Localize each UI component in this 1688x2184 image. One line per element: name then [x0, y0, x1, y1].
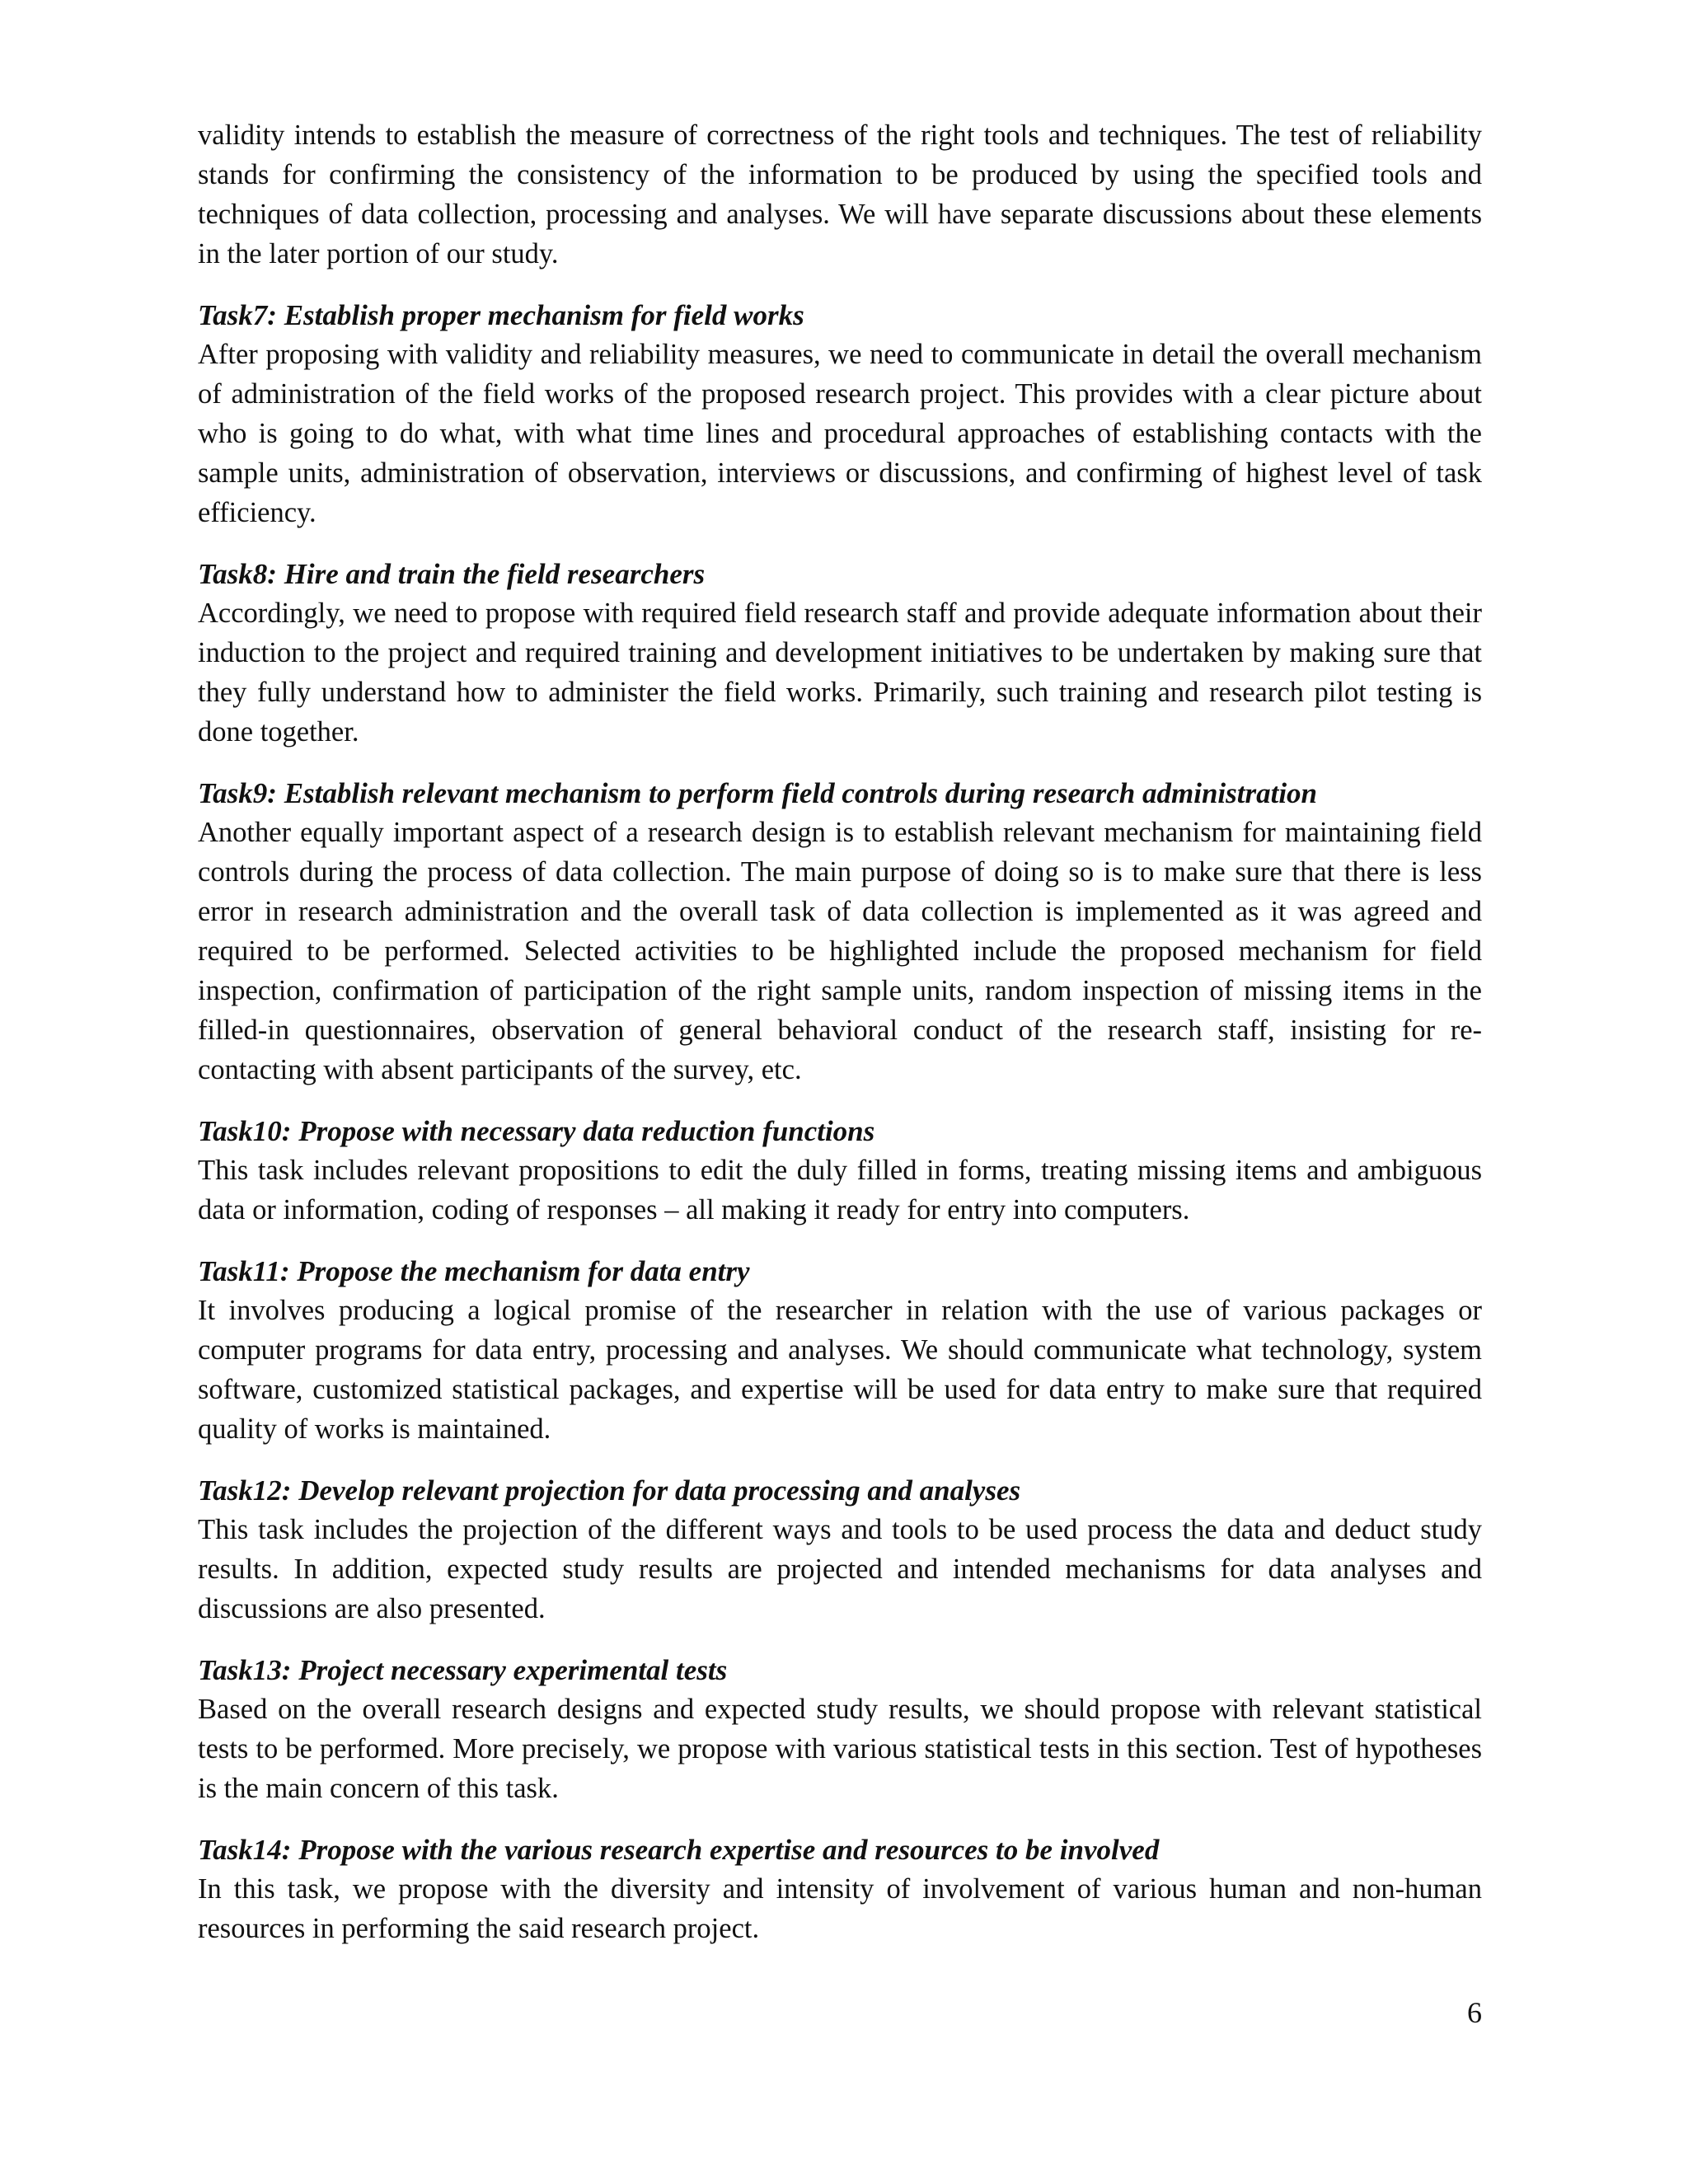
page-number: 6 — [1467, 1996, 1482, 2029]
document-page — [198, 115, 1482, 1948]
section-heading: Task10: Propose with necessary data reduction functions — [198, 1115, 875, 1147]
section-body: It involves producing a logical promise of the researcher in relation with the use of various packages or computer programs for data entry, processing and analyses. We should communicate what technology, system software, customized statistical packages, and expertise will be used for data entry to make sure that required quality of works is maintained. — [198, 1295, 1482, 1445]
section-task8 — [198, 555, 1482, 752]
section-task14 — [198, 1831, 1482, 1948]
section-heading: Task13: Project necessary experimental tests — [198, 1654, 728, 1686]
section-body: In this task, we propose with the diversity and intensity of involvement of various human and non-human resources in performing the said research project. — [198, 1873, 1482, 1944]
section-task9 — [198, 775, 1482, 1090]
section-body: Another equally important aspect of a research design is to establish relevant mechanism for maintaining field controls during the process of data collection. The main purpose of doing so is to make sure that there is less error in research administration and the overall task of data collection is implemented as it was agreed and required to be performed. Selected activities to be highlighted include the proposed mechanism for field inspection, confirmation of participation of the right sample units, random inspection of missing items in the filled-in questionnaires, observation of general behavioral conduct of the research staff, insisting for re-contacting with absent participants of the survey, etc. — [198, 817, 1482, 1085]
section-heading: Task11: Propose the mechanism for data entry — [198, 1255, 750, 1287]
section-heading: Task7: Establish proper mechanism for field works — [198, 299, 804, 331]
section-task10 — [198, 1113, 1482, 1230]
section-task12 — [198, 1472, 1482, 1629]
section-body: Based on the overall research designs and expected study results, we should propose with relevant statistical tests to be performed. More precisely, we propose with various statistical tests in this section. Test of hypotheses is the main concern of this task. — [198, 1694, 1482, 1804]
section-heading: Task9: Establish relevant mechanism to perform field controls during research administration — [198, 777, 1318, 809]
section-task11 — [198, 1253, 1482, 1449]
section-heading: Task12: Develop relevant projection for data processing and analyses — [198, 1474, 1021, 1507]
section-heading: Task14: Propose with the various research expertise and resources to be involved — [198, 1834, 1160, 1866]
section-body: Accordingly, we need to propose with required field research staff and provide adequate information about their induction to the project and required training and development initiatives to be undertaken by making sure that they fully understand how to administer the field works. Primarily, such training and research pilot testing is done together. — [198, 598, 1482, 748]
intro-paragraph: validity intends to establish the measure of correctness of the right tools and techniques. The test of reliability stands for confirming the consistency of the information to be produced by using the specified tools and techniques of data collection, processing and analyses. We will have separate discussions about these elements in the later portion of our study. — [198, 120, 1482, 269]
section-body: This task includes the projection of the different ways and tools to be used process the data and deduct study results. In addition, expected study results are projected and intended mechanisms for data analyses and discussions are also presented. — [198, 1514, 1482, 1624]
section-task13 — [198, 1652, 1482, 1808]
section-body: After proposing with validity and reliability measures, we need to communicate in detail the overall mechanism of administration of the field works of the proposed research project. This provides with a clear picture about who is going to do what, with what time lines and procedural approaches of establishing contacts with the sample units, administration of observation, interviews or discussions, and confirming of highest level of task efficiency. — [198, 339, 1482, 528]
section-task7 — [198, 297, 1482, 532]
section-body: This task includes relevant propositions to edit the duly filled in forms, treating missing items and ambiguous data or information, coding of responses – all making it ready for entry into computers. — [198, 1155, 1482, 1226]
section-heading: Task8: Hire and train the field researchers — [198, 558, 706, 590]
